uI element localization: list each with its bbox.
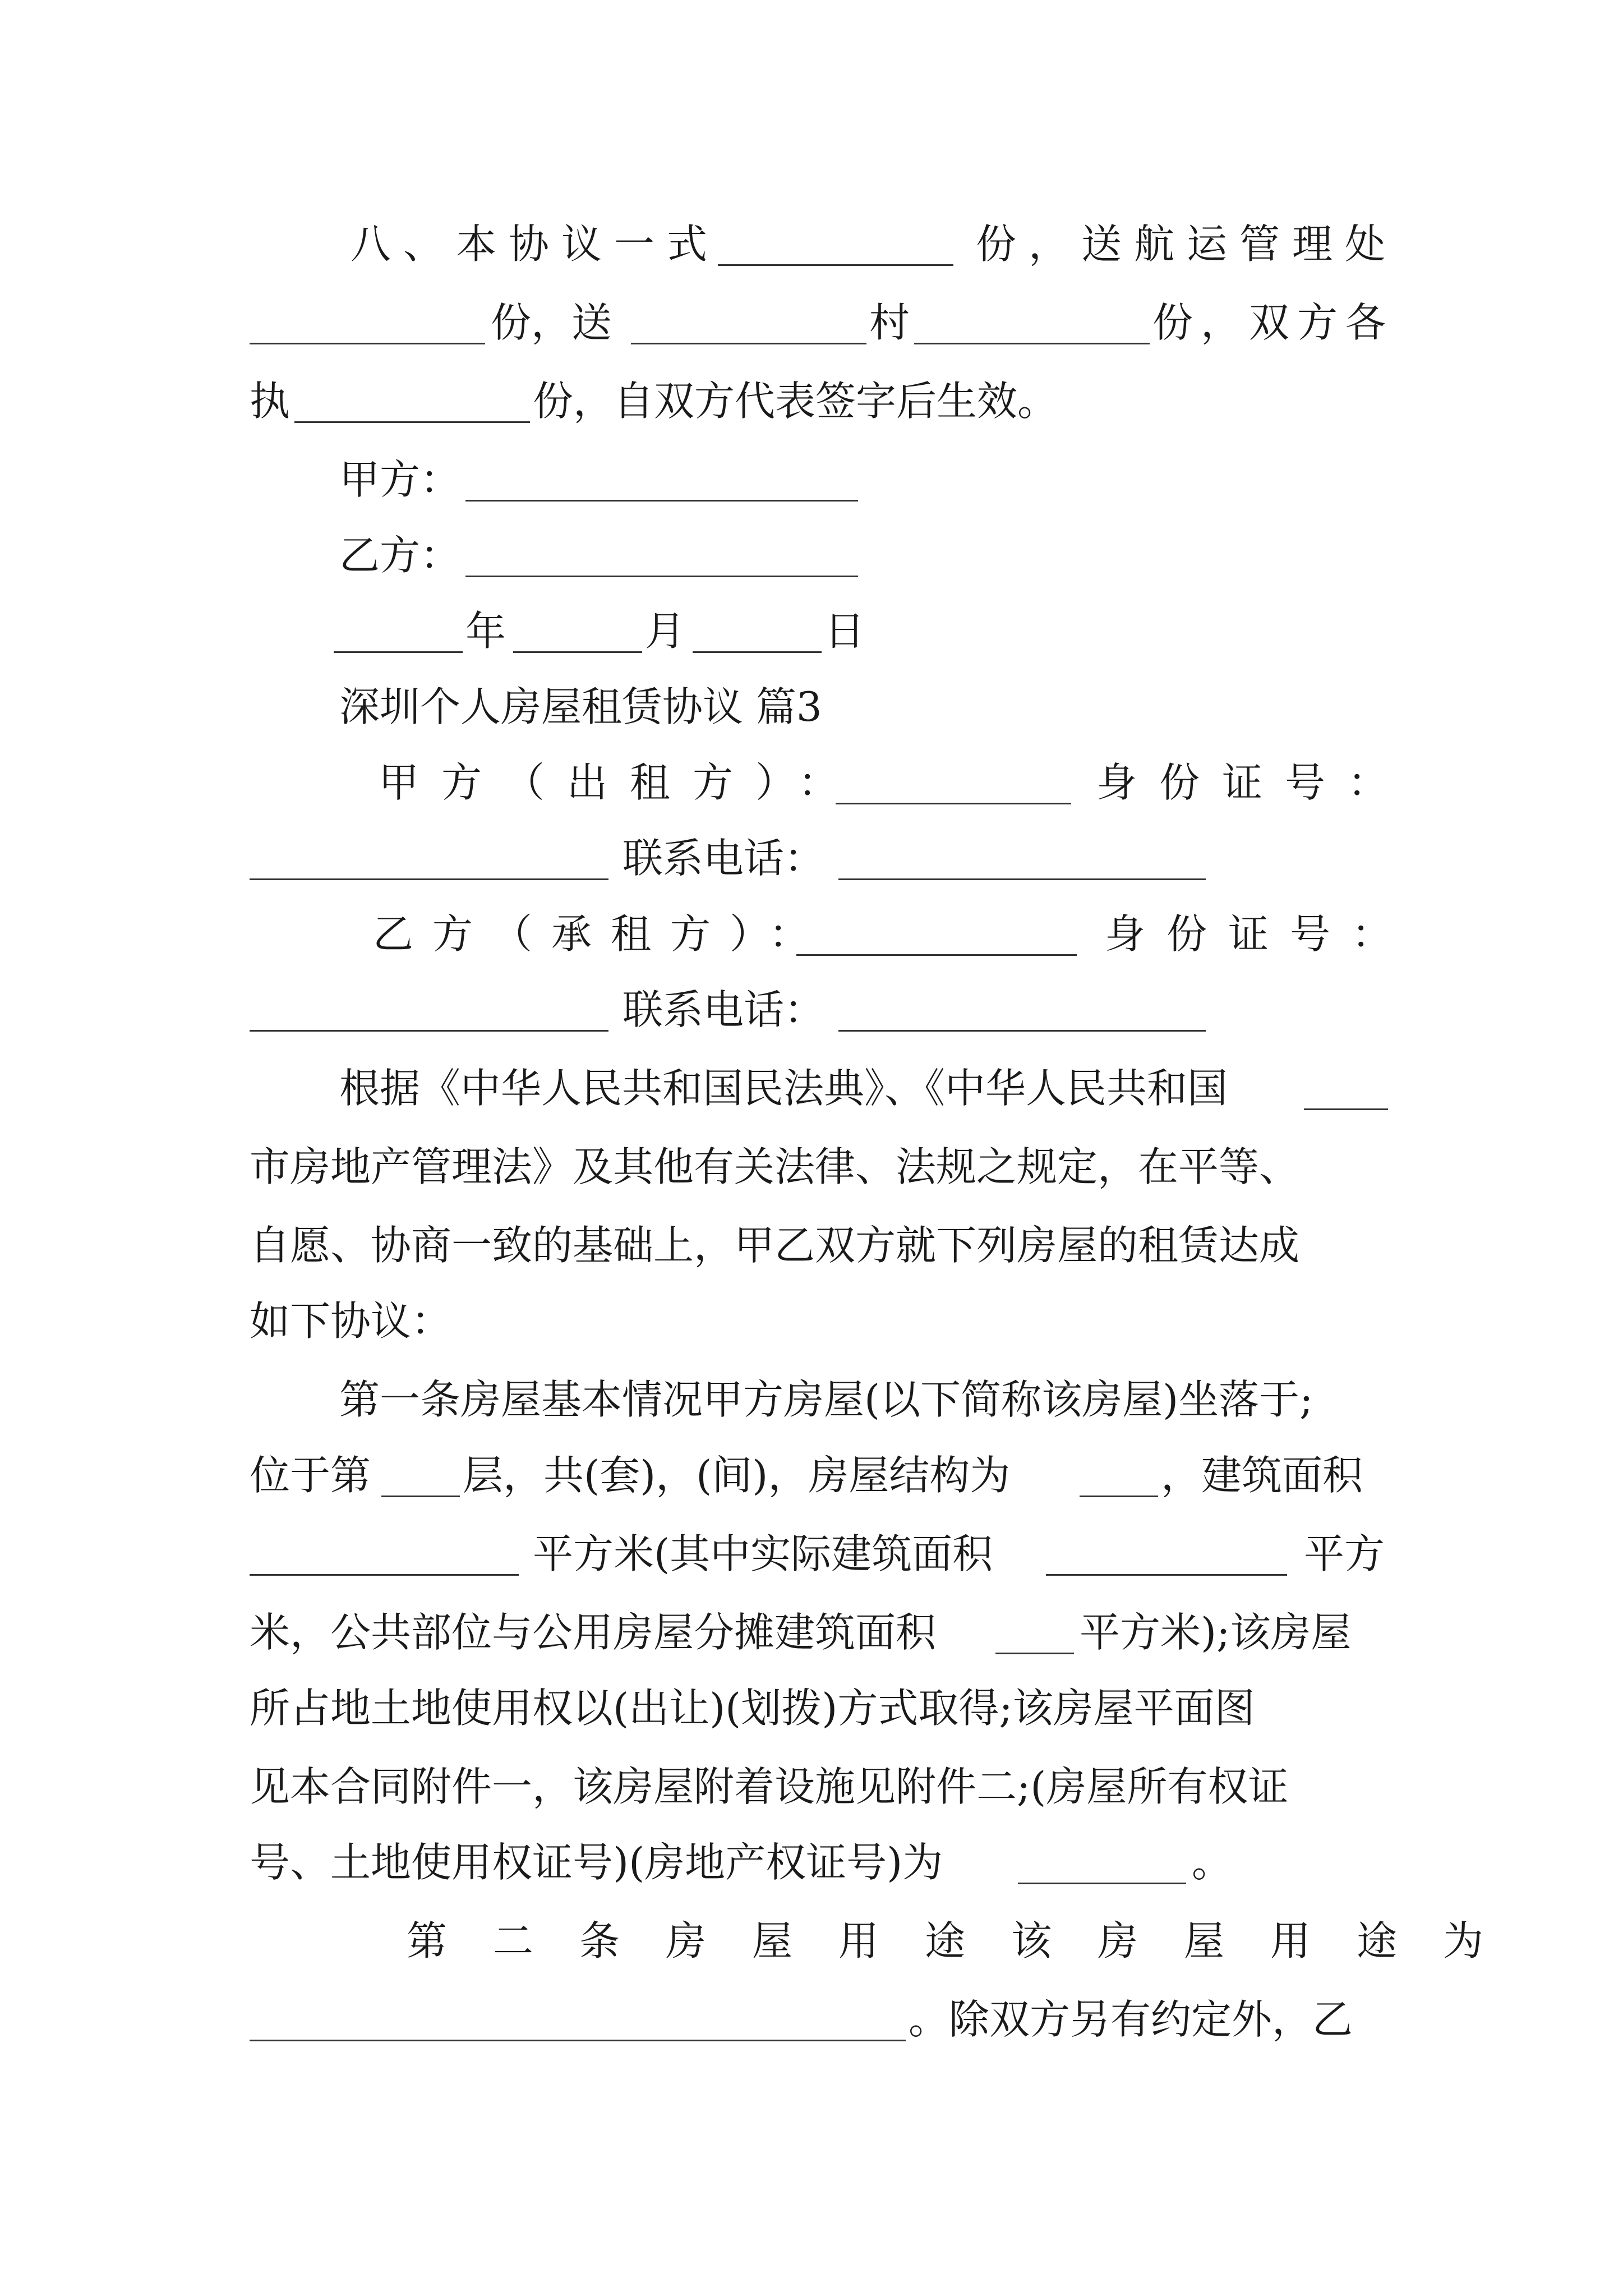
house-use-blank[interactable] bbox=[250, 1999, 906, 2041]
lessor-phone-label: 联系电话： bbox=[623, 835, 825, 882]
lessee-line1 bbox=[250, 895, 1414, 973]
actual-area-blank[interactable] bbox=[1046, 1534, 1287, 1576]
article1-line6 bbox=[250, 1747, 1391, 1826]
year-blank[interactable] bbox=[334, 611, 463, 653]
article1-line4 bbox=[250, 1593, 1391, 1672]
preamble-text-2: 市房地产管理法》及其他有关法律、法规之规定，在平等、 bbox=[250, 1143, 1300, 1190]
copies-village-blank[interactable] bbox=[914, 302, 1150, 344]
party-a-sign-line bbox=[250, 440, 1391, 519]
party-b-sign-blank[interactable] bbox=[465, 535, 858, 577]
day-label: 日 bbox=[824, 608, 865, 655]
article1-line1 bbox=[250, 1360, 1391, 1439]
lessor-label: 甲方（出租方）： bbox=[379, 759, 861, 806]
copies-each-blank[interactable] bbox=[294, 381, 530, 423]
structure-blank[interactable] bbox=[1080, 1455, 1158, 1497]
copies-total-blank[interactable] bbox=[718, 224, 953, 266]
clause8-line1 bbox=[250, 205, 1398, 283]
party-a-sign-blank[interactable] bbox=[465, 459, 858, 501]
lessee-name-blank[interactable] bbox=[796, 914, 1077, 956]
clause8-line2 bbox=[250, 283, 1394, 362]
month-label: 月 bbox=[645, 608, 686, 655]
clause8-line3 bbox=[250, 362, 1391, 440]
preamble-text-1: 根据《中华人民共和国民法典》、《中华人民共和国 bbox=[339, 1065, 1228, 1112]
village-name-blank[interactable] bbox=[631, 302, 866, 344]
article2-line1 bbox=[250, 1902, 1530, 1980]
lessee-label: 乙方（承租方）： bbox=[373, 910, 829, 958]
lessor-line1 bbox=[250, 743, 1411, 822]
article2-line2 bbox=[250, 1980, 1391, 2059]
party-b-sign-label: 乙方： bbox=[339, 532, 461, 579]
article1-text-7a: 号、土地使用权证号)(房地产权证号)为 bbox=[250, 1839, 943, 1886]
lessor-id-blank[interactable] bbox=[250, 838, 608, 880]
day-blank[interactable] bbox=[693, 611, 822, 653]
party-a-sign-label: 甲方： bbox=[339, 456, 461, 503]
clause8-text-1b: 份，送航运管理处 bbox=[976, 220, 1398, 268]
preamble-text-3: 自愿、协商一致的基础上，甲乙双方就下列房屋的租赁达成 bbox=[250, 1222, 1300, 1269]
year-label: 年 bbox=[465, 608, 506, 655]
clause8-text-2c: 份，双方各 bbox=[1152, 299, 1394, 346]
party-b-sign-line bbox=[250, 516, 1391, 595]
clause8-text-2a: 份，送 bbox=[491, 299, 612, 346]
article2-text-1: 第二条房屋用途该房屋用途为 bbox=[407, 1917, 1530, 1964]
preamble-line2 bbox=[250, 1128, 1391, 1206]
lessee-id-label: 身份证号： bbox=[1105, 910, 1414, 958]
section-title-line bbox=[250, 668, 1391, 746]
certificate-number-blank[interactable] bbox=[1018, 1842, 1186, 1884]
lessor-name-blank[interactable] bbox=[836, 762, 1071, 804]
building-area-blank[interactable] bbox=[250, 1534, 519, 1576]
article1-line5 bbox=[250, 1669, 1391, 1747]
clause8-text-3b: 份，自双方代表签字后生效。 bbox=[533, 378, 1058, 425]
month-blank[interactable] bbox=[513, 611, 642, 653]
city-blank[interactable] bbox=[1304, 1068, 1388, 1110]
shared-area-blank[interactable] bbox=[995, 1612, 1074, 1654]
article1-text-2c: ，建筑面积 bbox=[1161, 1452, 1363, 1499]
article1-text-2b: 层，共(套)，(间)，房屋结构为 bbox=[463, 1452, 1011, 1499]
article1-text-1: 第一条房屋基本情况甲方房屋(以下简称该房屋)坐落于; bbox=[339, 1376, 1313, 1423]
article1-text-3b: 平方 bbox=[1304, 1530, 1385, 1577]
lessee-id-blank[interactable] bbox=[250, 990, 608, 1032]
preamble-line3 bbox=[250, 1206, 1391, 1285]
article1-line3 bbox=[250, 1515, 1391, 1593]
article1-line2 bbox=[250, 1436, 1391, 1515]
copies-shipping-blank[interactable] bbox=[250, 302, 485, 344]
article1-text-7b: 。 bbox=[1192, 1839, 1233, 1886]
lessee-phone-label: 联系电话： bbox=[623, 986, 825, 1033]
clause8-text-3a: 执 bbox=[250, 378, 291, 425]
date-line bbox=[250, 592, 1391, 670]
article2-text-2: 。除双方另有约定外，乙 bbox=[909, 1996, 1353, 2043]
preamble-line4 bbox=[250, 1282, 1391, 1360]
article1-text-4b: 平方米);该房屋 bbox=[1080, 1609, 1352, 1656]
lessor-line2 bbox=[250, 819, 1391, 898]
floor-blank[interactable] bbox=[381, 1455, 460, 1497]
article1-text-6: 见本合同附件一，该房屋附着设施见附件二;(房屋所有权证 bbox=[250, 1763, 1289, 1810]
lessee-phone-blank[interactable] bbox=[838, 990, 1206, 1032]
preamble-line1 bbox=[250, 1049, 1391, 1128]
clause8-text-1a: 八、本协议一式 bbox=[351, 220, 720, 268]
section-title: 深圳个人房屋租赁协议 篇3 bbox=[339, 683, 822, 730]
lessor-phone-blank[interactable] bbox=[838, 838, 1206, 880]
article1-line7 bbox=[250, 1823, 1391, 1902]
lessor-id-label: 身份证号： bbox=[1096, 759, 1411, 806]
preamble-text-4: 如下协议： bbox=[250, 1297, 452, 1345]
lessee-line2 bbox=[250, 970, 1391, 1049]
article1-text-2a: 位于第 bbox=[250, 1452, 371, 1499]
article1-text-5: 所占地土地使用权以(出让)(划拨)方式取得;该房屋平面图 bbox=[250, 1685, 1255, 1732]
clause8-text-2b: 村 bbox=[869, 299, 910, 346]
article1-text-4a: 米，公共部位与公用房屋分摊建筑面积 bbox=[250, 1609, 937, 1656]
article1-text-3a: 平方米(其中实际建筑面积 bbox=[533, 1530, 993, 1577]
